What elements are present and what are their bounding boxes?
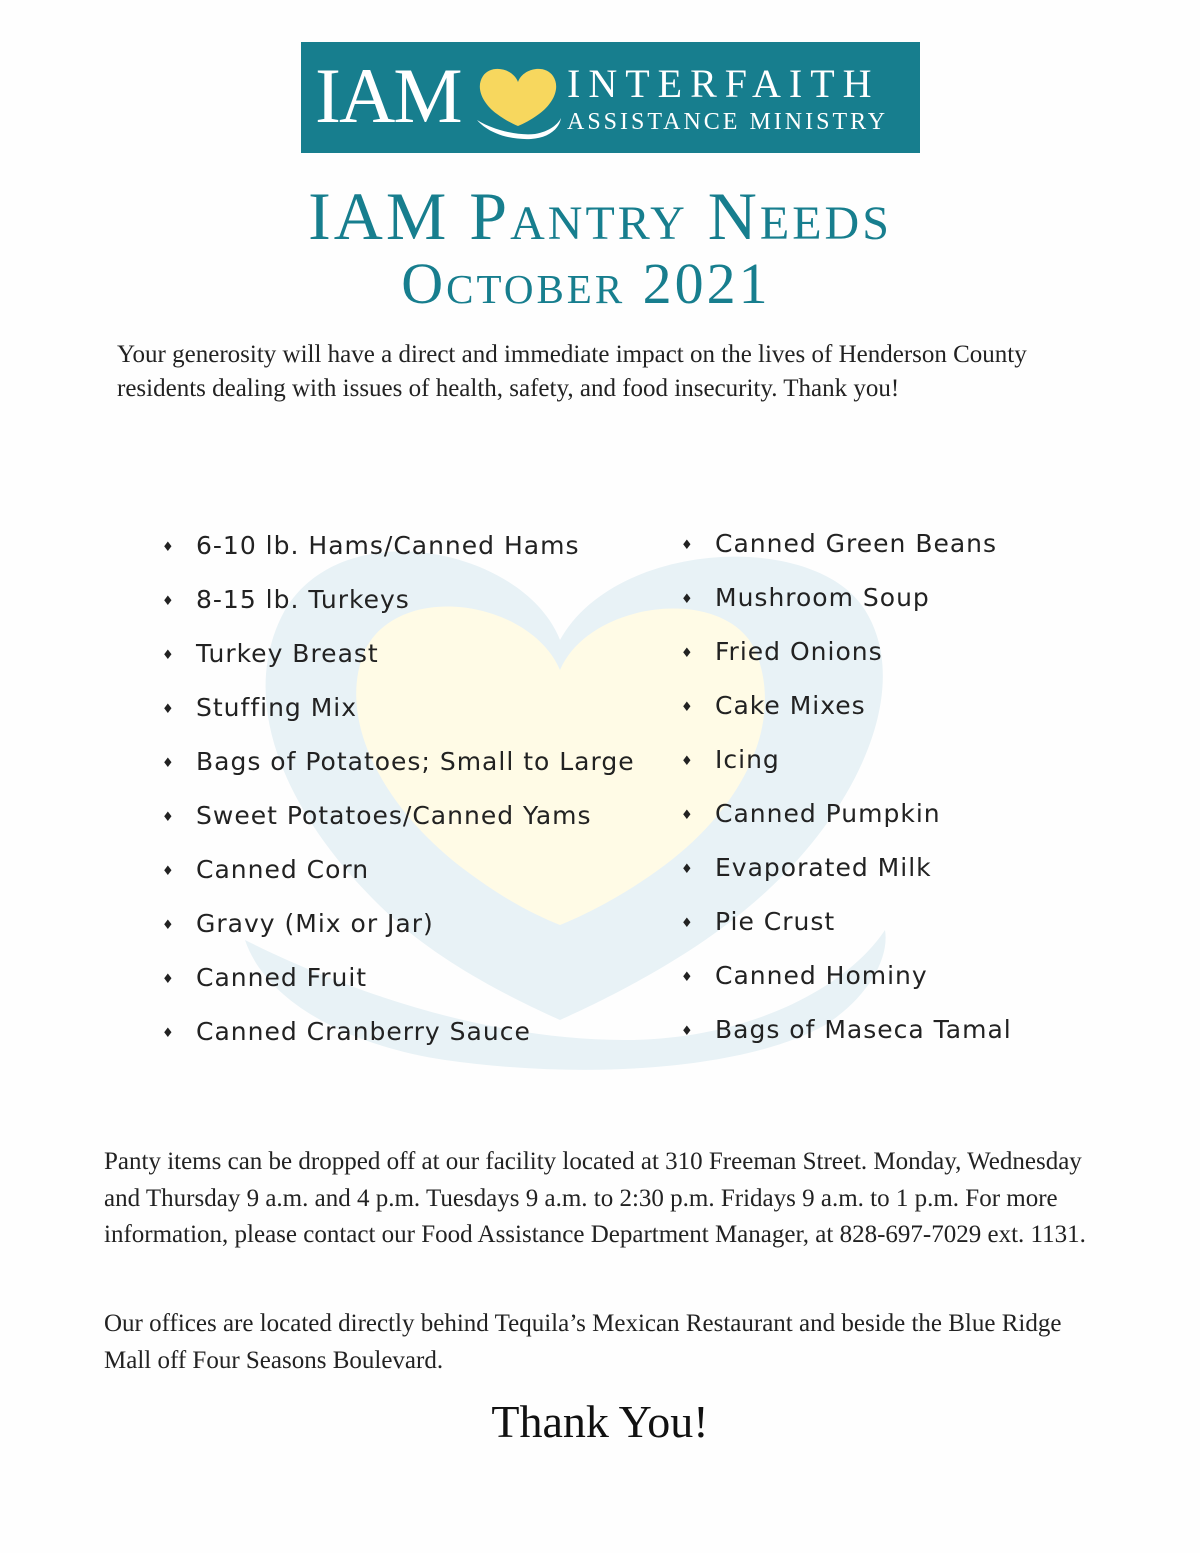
list-item <box>162 789 635 843</box>
item-label: Canned Corn <box>196 855 370 884</box>
bullet-icon: ♦ <box>681 862 694 877</box>
item-label: 8-15 lb. Turkeys <box>196 585 410 614</box>
page-subtitle: October 2021 <box>401 251 771 316</box>
list-item <box>681 625 1012 679</box>
bullet-icon: ♦ <box>162 810 175 825</box>
list-item <box>162 843 635 897</box>
bullet-icon: ♦ <box>681 970 694 985</box>
item-label: Sweet Potatoes/Canned Yams <box>196 801 592 830</box>
bullet-icon: ♦ <box>162 702 175 717</box>
list-item <box>162 573 635 627</box>
item-label: Canned Fruit <box>196 963 368 992</box>
intro-paragraph: Your generosity will have a direct and immediate impact on the lives of Henderson County residents dealing with issues of health, safety, and food insecurity. Thank you! <box>117 341 1027 402</box>
item-label: Canned Hominy <box>715 961 928 990</box>
bullet-icon: ♦ <box>162 540 175 555</box>
list-item <box>162 519 635 573</box>
logo-interfaith-text: INTERFAITH <box>567 61 880 106</box>
list-item <box>681 949 1012 1003</box>
item-label: 6-10 lb. Hams/Canned Hams <box>196 531 580 560</box>
item-label: Stuffing Mix <box>196 693 358 722</box>
list-item <box>681 1003 1012 1057</box>
list-item <box>681 895 1012 949</box>
item-label: Bags of Potatoes; Small to Large <box>196 747 635 776</box>
needs-list-right <box>681 517 1012 1057</box>
list-item <box>681 841 1012 895</box>
item-label: Cake Mixes <box>715 691 866 720</box>
item-label: Turkey Breast <box>196 639 379 668</box>
bullet-icon: ♦ <box>681 592 694 607</box>
bullet-icon: ♦ <box>681 754 694 769</box>
list-item <box>162 951 635 1005</box>
item-label: Evaporated Milk <box>715 853 932 882</box>
bullet-icon: ♦ <box>162 756 175 771</box>
bullet-icon: ♦ <box>162 972 175 987</box>
bullet-icon: ♦ <box>681 808 694 823</box>
heart-hand-icon <box>473 60 563 140</box>
bullet-icon: ♦ <box>162 864 175 879</box>
list-item <box>162 735 635 789</box>
needs-list-left <box>162 519 635 1059</box>
list-item <box>681 679 1012 733</box>
dropoff-paragraph: Panty items can be dropped off at our facility located at 310 Freeman Street. Monday, Wednesday and Thursday 9 a.m. and 4 p.m. Tuesdays 9 a.m. to 2:30 p.m. Fridays 9 a.m. to 1 p.m. For more information, please contact our Food Assistance Department Manager, at 828-697-7029 ext. 1131. <box>104 1148 1086 1248</box>
list-item <box>681 733 1012 787</box>
location-paragraph: Our offices are located directly behind Tequila’s Mexican Restaurant and beside the Blue Ridge Mall off Four Seasons Boulevard. <box>104 1310 1062 1374</box>
bullet-icon: ♦ <box>681 700 694 715</box>
logo-iam-text: IAM <box>315 52 461 139</box>
list-item <box>162 627 635 681</box>
bullet-icon: ♦ <box>681 538 694 553</box>
list-item <box>162 1005 635 1059</box>
list-item <box>681 571 1012 625</box>
list-item <box>681 787 1012 841</box>
item-label: Canned Cranberry Sauce <box>196 1017 531 1046</box>
page-title: IAM Pantry Needs <box>308 178 892 254</box>
bullet-icon: ♦ <box>162 648 175 663</box>
closing-thank-you: Thank You! <box>491 1396 709 1447</box>
item-label: Bags of Maseca Tamal <box>715 1015 1012 1044</box>
bullet-icon: ♦ <box>162 594 175 609</box>
bullet-icon: ♦ <box>162 918 175 933</box>
bullet-icon: ♦ <box>681 1024 694 1039</box>
logo-ministry-text: ASSISTANCE MINISTRY <box>567 109 889 135</box>
item-label: Canned Pumpkin <box>715 799 941 828</box>
item-label: Mushroom Soup <box>715 583 930 612</box>
list-item <box>681 517 1012 571</box>
item-label: Fried Onions <box>715 637 883 666</box>
list-item <box>162 897 635 951</box>
bullet-icon: ♦ <box>681 646 694 661</box>
item-label: Icing <box>715 745 780 774</box>
logo-banner <box>301 42 920 153</box>
bullet-icon: ♦ <box>162 1026 175 1041</box>
item-label: Canned Green Beans <box>715 529 998 558</box>
list-item <box>162 681 635 735</box>
item-label: Gravy (Mix or Jar) <box>196 909 434 938</box>
bullet-icon: ♦ <box>681 916 694 931</box>
item-label: Pie Crust <box>715 907 836 936</box>
